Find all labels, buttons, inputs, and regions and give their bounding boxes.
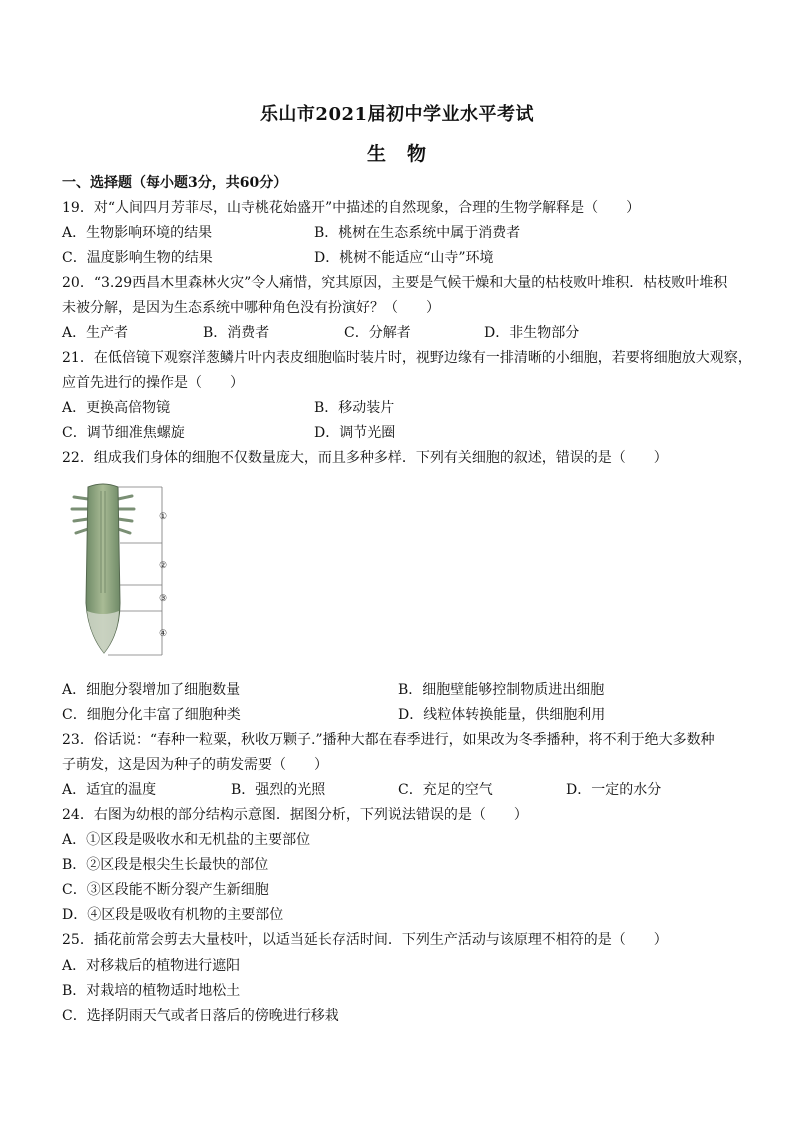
question-21-stem-line2: 应首先进行的操作是（ ） bbox=[62, 375, 244, 391]
q25-option-c: C．选择阴雨天气或者日落后的傍晚进行移栽 bbox=[62, 1008, 339, 1024]
exam-title: 乐山市2021届初中学业水平考试 bbox=[259, 104, 535, 125]
zone-label-3: ③ bbox=[159, 594, 168, 604]
q19-option-b: B．桃树在生态系统中属于消费者 bbox=[314, 225, 521, 241]
q21-option-b: B．移动装片 bbox=[314, 400, 395, 416]
q19-option-a: A．生物影响环境的结果 bbox=[62, 225, 213, 241]
question-22-stem: 22．组成我们身体的细胞不仅数量庞大，而且多种多样．下列有关细胞的叙述，错误的是（ ） bbox=[62, 450, 668, 466]
q24-option-a: A．①区段是吸收水和无机盐的主要部位 bbox=[62, 832, 311, 848]
q21-option-d: D．调节光圈 bbox=[314, 425, 396, 441]
q21-option-c: C．调节细准焦螺旋 bbox=[62, 425, 185, 441]
q19-option-d: D．桃树不能适应“山寺”环境 bbox=[314, 250, 494, 266]
question-24-stem: 24．右图为幼根的部分结构示意图．据图分析，下列说法错误的是（ ） bbox=[62, 807, 528, 823]
q24-option-b: B．②区段是根尖生长最快的部位 bbox=[62, 857, 269, 873]
question-25-stem: 25．插花前常会剪去大量枝叶，以适当延长存活时间．下列生产活动与该原理不相符的是（ ） bbox=[62, 932, 668, 948]
subject-title: 生 物 bbox=[366, 143, 427, 165]
question-23-stem-line1: 23．俗话说：“春种一粒粟，秋收万颗子.”播种大都在春季进行，如果改为冬季播种，将不利于绝大多数种 bbox=[62, 732, 715, 748]
q22-option-c: C．细胞分化丰富了细胞种类 bbox=[62, 707, 241, 723]
question-23-stem-line2: 子萌发，这是因为种子的萌发需要（ ） bbox=[62, 757, 328, 773]
q22-option-b: B．细胞壁能够控制物质进出细胞 bbox=[398, 682, 605, 698]
root-tip-diagram bbox=[68, 483, 180, 659]
q23-option-b: B．强烈的光照 bbox=[231, 782, 326, 798]
question-19-stem: 19．对“人间四月芳菲尽，山寺桃花始盛开”中描述的自然现象，合理的生物学解释是（ ） bbox=[62, 200, 641, 216]
q22-option-d: D．线粒体转换能量，供细胞利用 bbox=[398, 707, 606, 723]
q23-option-c: C．充足的空气 bbox=[398, 782, 493, 798]
q20-option-b: B．消费者 bbox=[203, 325, 270, 341]
root-tip-figure bbox=[68, 483, 180, 659]
q23-option-a: A．适宜的温度 bbox=[62, 782, 157, 798]
q20-option-d: D．非生物部分 bbox=[484, 325, 580, 341]
question-21-stem-line1: 21．在低倍镜下观察洋葱鳞片叶内表皮细胞临时装片时，视野边缘有一排清晰的小细胞，若要将细胞放大观察， bbox=[62, 350, 752, 366]
q25-option-b: B．对栽培的植物适时地松土 bbox=[62, 983, 241, 999]
q19-option-c: C．温度影响生物的结果 bbox=[62, 250, 213, 266]
q22-option-a: A．细胞分裂增加了细胞数量 bbox=[62, 682, 241, 698]
section-heading: 一、选择题（每小题3分，共60分） bbox=[62, 175, 288, 191]
zone-label-1: ① bbox=[159, 512, 168, 522]
q20-option-a: A．生产者 bbox=[62, 325, 129, 341]
q20-option-c: C．分解者 bbox=[344, 325, 411, 341]
zone-label-4: ④ bbox=[159, 629, 168, 639]
q24-option-d: D．④区段是吸收有机物的主要部位 bbox=[62, 907, 284, 923]
q23-option-d: D．一定的水分 bbox=[566, 782, 662, 798]
question-20-stem-line2: 未被分解，是因为生态系统中哪种角色没有扮演好？（ ） bbox=[62, 300, 440, 316]
q21-option-a: A．更换高倍物镜 bbox=[62, 400, 171, 416]
q24-option-c: C．③区段能不断分裂产生新细胞 bbox=[62, 882, 269, 898]
zone-label-2: ② bbox=[159, 561, 168, 571]
q25-option-a: A．对移栽后的植物进行遮阳 bbox=[62, 958, 241, 974]
question-20-stem-line1: 20．“3.29西昌木里森林火灾”令人痛惜，究其原因，主要是气候干燥和大量的枯枝败叶堆积．枯枝败叶堆积 bbox=[62, 275, 728, 291]
